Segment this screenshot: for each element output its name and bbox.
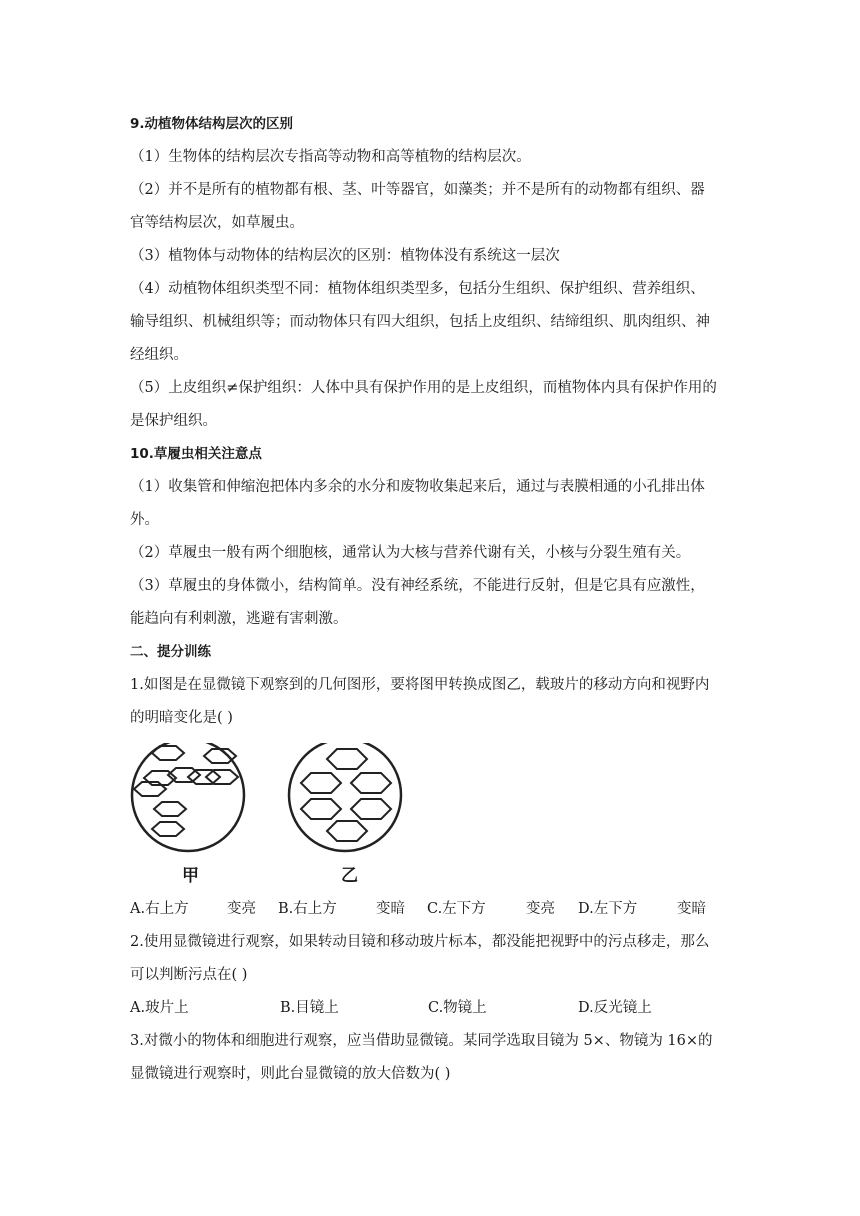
question-1-stem: 1.如图是在显微镜下观察到的几何图形，要将图甲转换成图乙，载玻片的移动方向和视野内 [130,677,710,693]
microscope-figures [130,743,736,893]
question-3-stem: 3.对微小的物体和细胞进行观察，应当借助显微镜。某同学选取目镜为 5×、物镜为 16×的 [130,1033,713,1049]
option-d: D.反光镜上 [578,1000,652,1016]
question-1-stem: 的明暗变化是( ) [130,710,233,726]
option-a-direction: A.右上方 [130,901,189,917]
question-2-stem: 可以判断污点在( ) [130,967,248,983]
paragraph: 外。 [130,512,159,528]
paragraph: （1）收集管和伸缩泡把体内多余的水分和废物收集起来后，通过与表膜相通的小孔排出体 [130,479,705,495]
question-2-stem: 2.使用显微镜进行观察，如果转动目镜和移动玻片标本，都没能把视野中的污点移走，那么 [130,934,710,950]
option-c: C.物镜上 [428,1000,487,1016]
option-a: A.玻片上 [130,1000,189,1016]
section-9-heading: 9.动植物体结构层次的区别 [130,116,294,132]
option-c-brightness: 变亮 [526,901,555,917]
option-d-direction: D.左下方 [578,901,638,917]
option-b-direction: B.右上方 [278,901,337,917]
option-b-brightness: 变暗 [376,901,405,917]
paragraph: 官等结构层次，如草履虫。 [130,215,304,231]
paragraph: （2）草履虫一般有两个细胞核，通常认为大核与营养代谢有关，小核与分裂生殖有关。 [130,545,691,561]
section-2-heading: 二、提分训练 [130,644,211,660]
paragraph: （1）生物体的结构层次专指高等动物和高等植物的结构层次。 [130,149,531,165]
figure-yi-field-of-view [287,743,407,853]
paragraph: 是保护组织。 [130,413,217,429]
section-10-heading: 10.草履虫相关注意点 [130,446,262,462]
paragraph: （5）上皮组织≠保护组织：人体中具有保护作用的是上皮组织，而植物体内具有保护作用的 [130,380,717,396]
paragraph: （3）植物体与动物体的结构层次的区别：植物体没有系统这一层次 [130,248,560,264]
option-a-brightness: 变亮 [227,901,256,917]
option-d-brightness: 变暗 [677,901,706,917]
option-b: B.目镜上 [280,1000,339,1016]
paragraph: （4）动植物体组织类型不同：植物体组织类型多，包括分生组织、保护组织、营养组织、 [130,281,705,297]
question-2-options [130,992,736,1025]
paragraph: （3）草履虫的身体微小，结构简单。没有神经系统，不能进行反射，但是它具有应激性， [130,578,705,594]
paragraph: 能趋向有利刺激，逃避有害刺激。 [130,611,348,627]
question-3-stem: 显微镜进行观察时，则此台显微镜的放大倍数为( ) [130,1066,451,1082]
figure-jia-field-of-view [130,743,250,853]
question-1-options [130,893,736,926]
paragraph: 经组织。 [130,347,188,363]
option-c-direction: C.左下方 [427,901,486,917]
document-content [130,108,736,1091]
paragraph: 输导组织、机械组织等；而动物体只有四大组织，包括上皮组织、结缔组织、肌肉组织、神 [130,314,710,330]
figure-label-yi: 乙 [341,866,358,886]
figure-label-jia: 甲 [182,866,199,886]
paragraph: （2）并不是所有的植物都有根、茎、叶等器官，如藻类；并不是所有的动物都有组织、器 [130,182,705,198]
